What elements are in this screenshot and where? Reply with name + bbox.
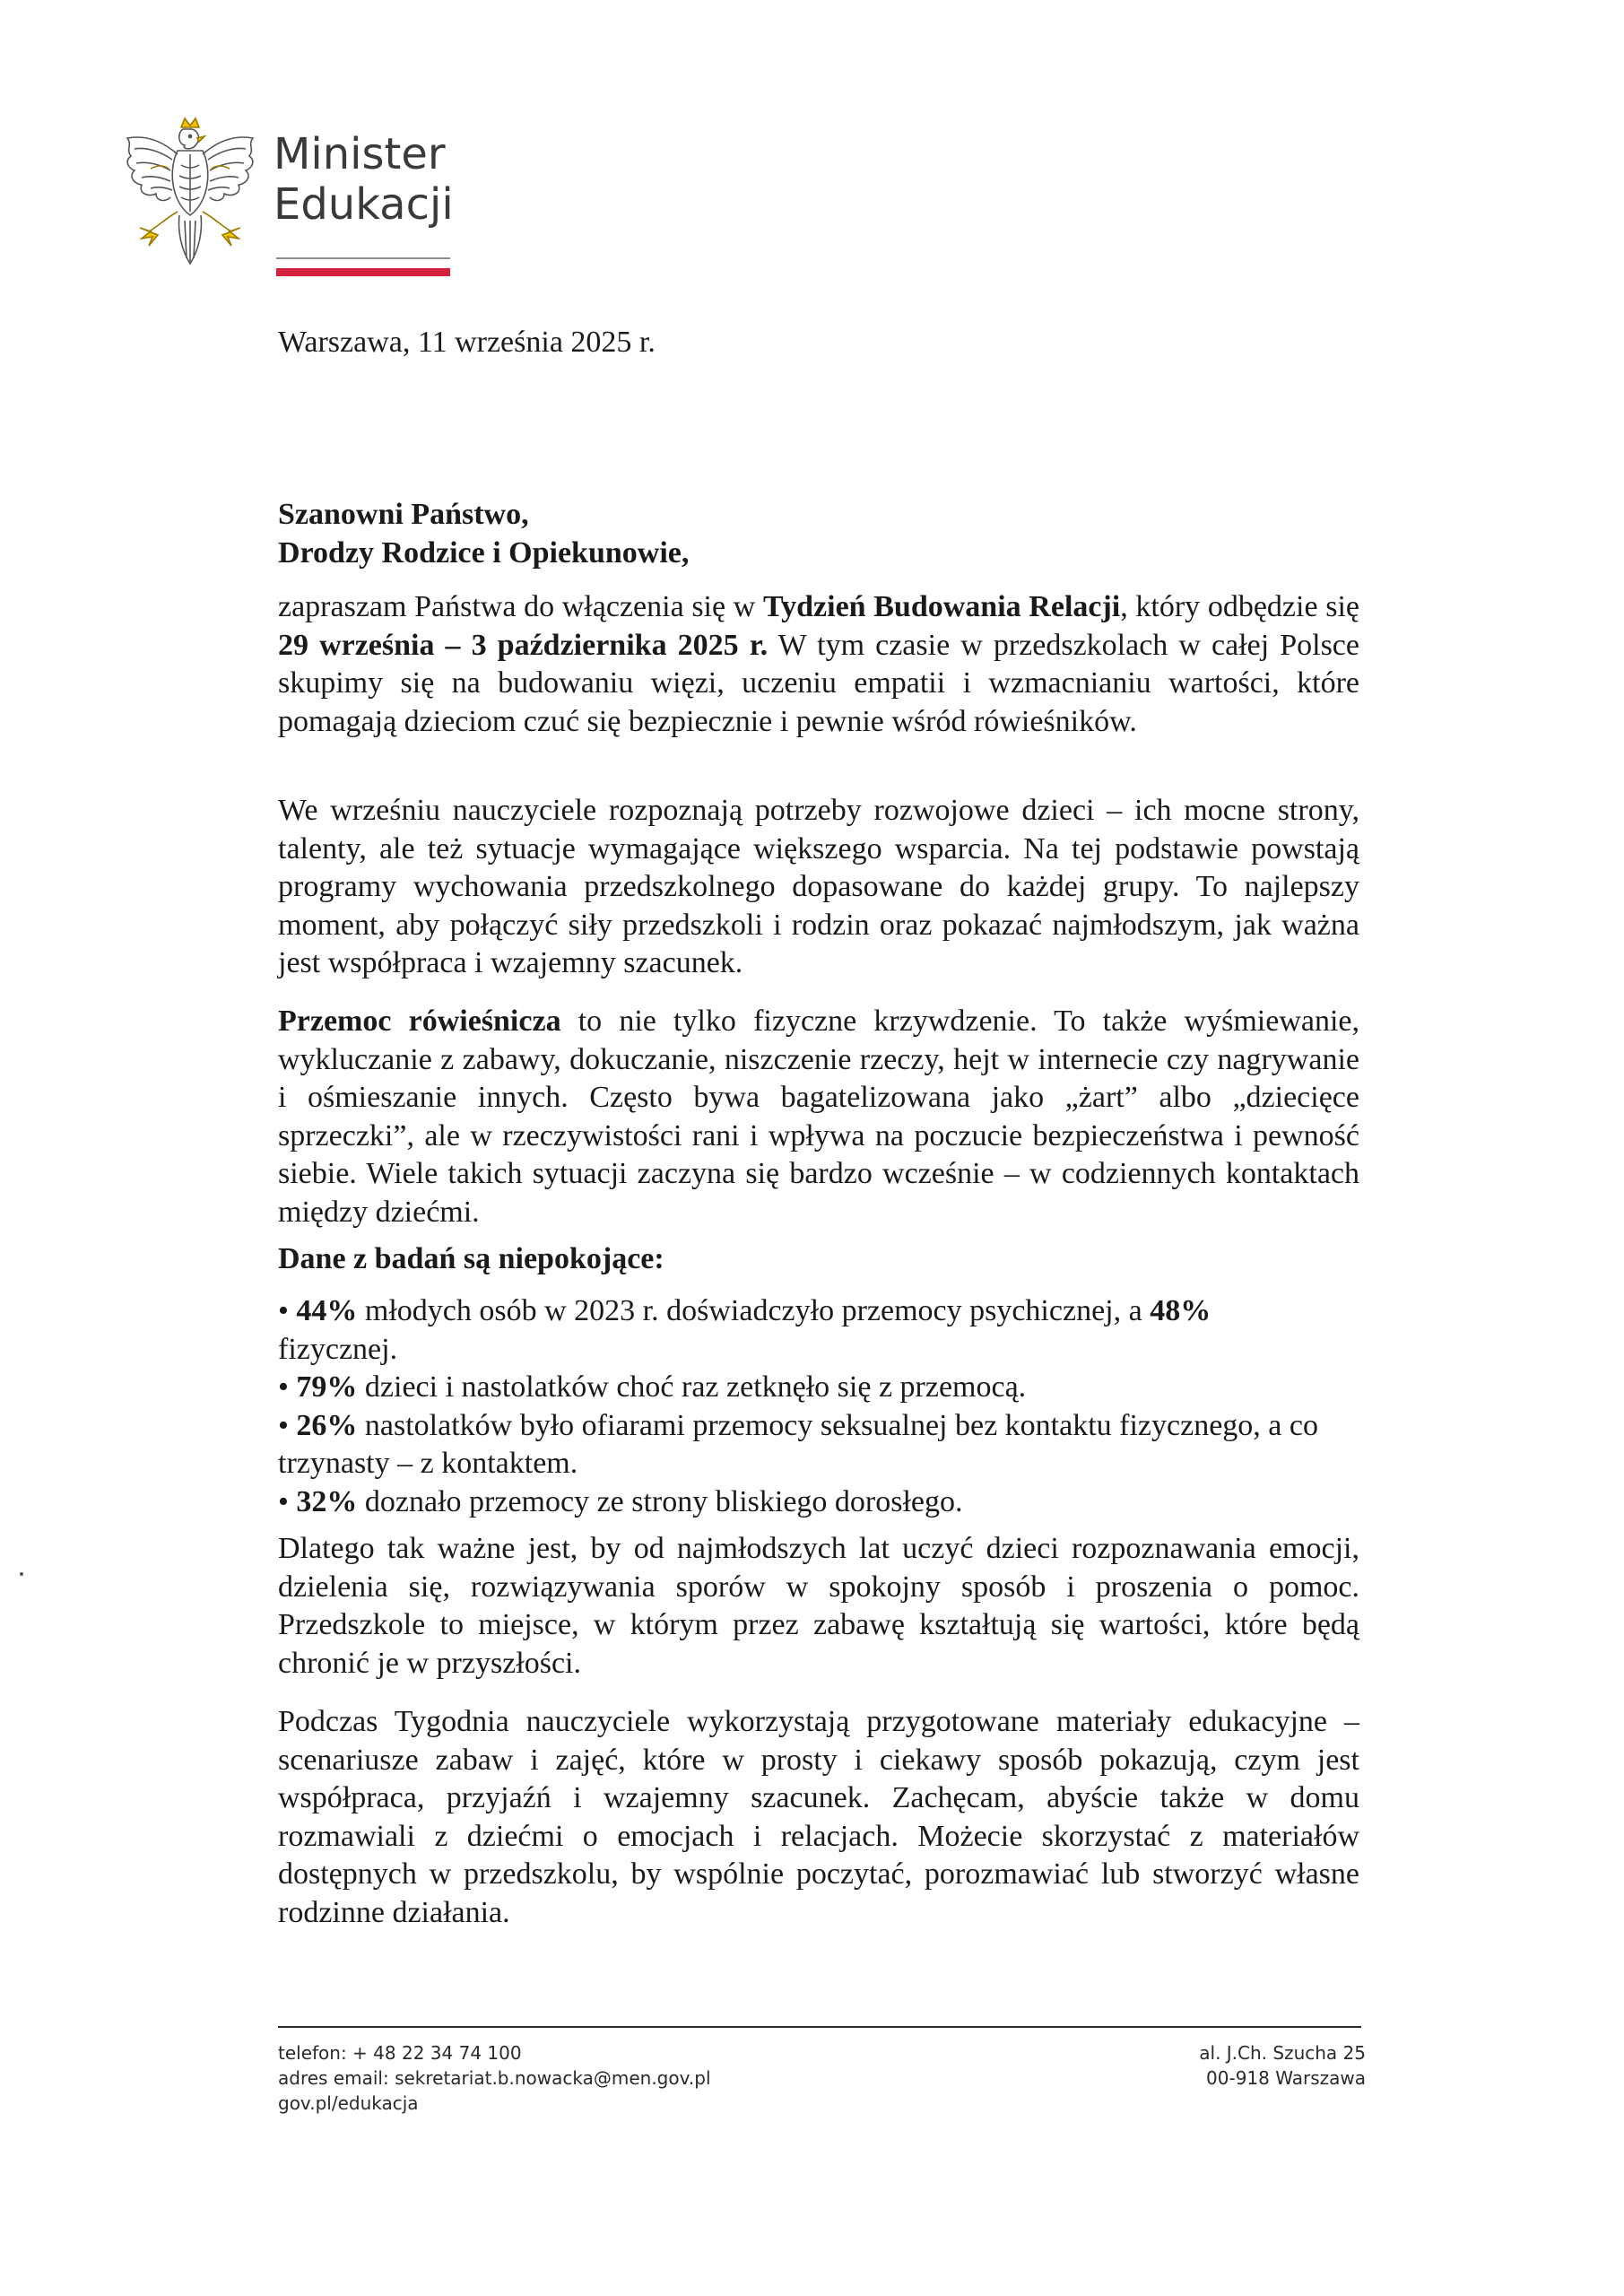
event-name: Tydzień Budowania Relacji [762, 590, 1121, 623]
stat-text: fizycznej. [278, 1332, 398, 1366]
paragraph-invitation [278, 588, 1359, 741]
footer-divider [278, 2026, 1361, 2028]
letter-date: Warszawa, 11 września 2025 r. [278, 326, 656, 359]
bullet-mark: • [278, 1484, 289, 1518]
event-dates: 29 września – 3 października 2025 r. [278, 628, 769, 662]
bullet-mark: • [278, 1370, 289, 1404]
p1-text-c: , który odbędzie się [1120, 590, 1359, 623]
statistics-list [278, 1292, 1359, 1521]
stat-value: 32% [296, 1484, 358, 1518]
stat-text: doznało przemocy ze strony bliskiego dorosłego. [357, 1484, 963, 1518]
footer-address-street: al. J.Ch. Szucha 25 [1199, 2042, 1366, 2064]
stat-text: młodych osób w 2023 r. doświadczyło przemocy psychicznej, a [357, 1294, 1151, 1327]
p1-text-a: zapraszam Państwa do włączenia się w [278, 590, 763, 623]
p3-text-b: to nie tylko fizyczne krzywdzenie. To także wyśmiewanie, wykluczanie z zabawy, dokuczanie, niszczenie rzeczy, hejt w internecie czy nagrywanie i ośmieszanie innych. Często bywa bagatelizowana jako „żart” albo „dziecięce sprzeczki”, ale w rzeczywistości rani i wpływa na poczucie bezpieczeństwa i pewność siebie. Wiele takich sytuacji zaczyna się bardzo wcześnie – w codziennych kontaktach między dziećmi. [278, 1004, 1359, 1229]
footer-website[interactable]: gov.pl/edukacja [278, 2092, 419, 2114]
salutation-line2: Drodzy Rodzice i Opiekunowie, [278, 535, 690, 570]
letterhead-red-bar [276, 268, 450, 276]
footer-email[interactable]: adres email: sekretariat.b.nowacka@men.gov.pl [278, 2067, 711, 2089]
research-data-heading: Dane z badań są niepokojące: [278, 1242, 664, 1275]
footer-phone: telefon: + 48 22 34 74 100 [278, 2042, 522, 2064]
paragraph-peer-violence [278, 1003, 1359, 1231]
footer-address [1199, 2040, 1366, 2091]
ministry-name-line2: Edukacji [274, 179, 454, 230]
p1-text-e: W tym czasie w przedszkolach w całej Polsce skupimy się na budowaniu więzi, uczeniu empatii i wzmacnianiu wartości, które pomagają dzieciom czuć się bezpiecznie i pewnie wśród rówieśników. [278, 628, 1359, 738]
salutation-line1: Szanowni Państwo, [278, 498, 529, 531]
stat-value: 26% [296, 1408, 358, 1442]
ministry-name [274, 129, 454, 230]
ministry-name-line1: Minister [274, 129, 446, 179]
stat-value: 44% [296, 1294, 358, 1327]
list-item [278, 1407, 1359, 1483]
paragraph-week-materials: Podczas Tygodnia nauczyciele wykorzystają przygotowane materiały edukacyjne – scenariusze zabaw i zajęć, które w prosty i ciekawy sposób pokazują, czym jest współpraca, przyjaźń i wzajemny szacunek. Zachęcam, abyście także w domu rozmawiali z dziećmi o emocjach i relacjach. Możecie skorzystać z materiałów dostępnych w przedszkolu, by wspólnie poczytać, porozmawiać lub stworzyć własne rodzinne działania. [278, 1705, 1359, 1929]
paragraph-september-programs: We wrześniu nauczyciele rozpoznają potrzeby rozwojowe dzieci – ich mocne strony, talenty, ale też sytuacje wymagające większego wsparcia. Na tej podstawie powstają programy wychowania przedszkolnego dopasowane do każdej grupy. To najlepszy moment, aby połączyć siły przedszkoli i rodzin oraz pokazać najmłodszym, jak ważna jest współpraca i wzajemny szacunek. [278, 794, 1359, 979]
peer-violence-term: Przemoc rówieśnicza [278, 1004, 561, 1038]
salutation [278, 496, 1359, 572]
list-item [278, 1483, 1359, 1522]
list-item [278, 1292, 1359, 1369]
list-item [278, 1369, 1359, 1407]
bullet-mark: • [278, 1294, 289, 1327]
footer-address-city: 00-918 Warszawa [1206, 2067, 1366, 2089]
footer-contact [278, 2040, 711, 2116]
paragraph-early-education: Dlatego tak ważne jest, by od najmłodszych lat uczyć dzieci rozpoznawania emocji, dzielenia się, rozwiązywania sporów w spokojny sposób i proszenia o pomoc. Przedszkole to miejsce, w którym przez zabawę kształtują się wartości, które będą chronić je w przyszłości. [278, 1532, 1359, 1680]
stat-text: dzieci i nastolatków choć raz zetknęło się z przemocą. [357, 1370, 1027, 1404]
stat-text: nastolatków było ofiarami przemocy seksualnej bez kontaktu fizycznego, a co trzynasty – z kontaktem. [278, 1408, 1318, 1480]
white-eagle-coat-of-arms-icon [115, 115, 265, 282]
stat-value: 48% [1150, 1294, 1211, 1327]
letterhead-divider [276, 257, 450, 259]
scan-speck [20, 1572, 23, 1576]
bullet-mark: • [278, 1408, 289, 1442]
stat-value: 79% [296, 1370, 358, 1404]
